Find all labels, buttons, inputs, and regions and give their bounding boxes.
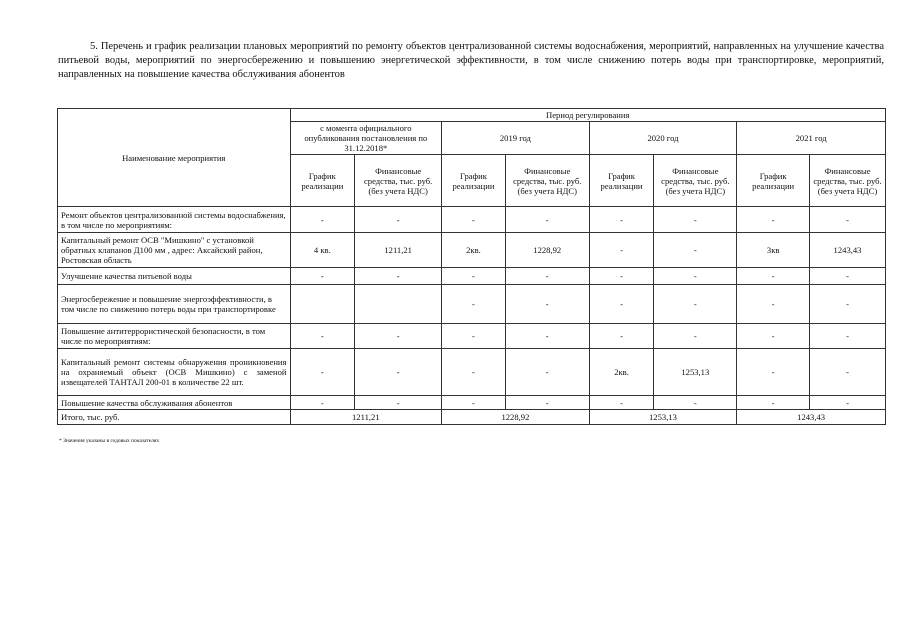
table-cell: -	[442, 349, 506, 396]
period-2018-header: с момента официального опубликования постановления по 31.12.2018*	[290, 122, 442, 155]
row-name: Ремонт объектов централизованной системы водоснабжения, в том числе по мероприятиям:	[58, 207, 291, 233]
table-cell: -	[654, 268, 737, 285]
table-cell: -	[737, 285, 810, 324]
total-label: Итого, тыс. руб.	[58, 410, 291, 425]
period-2021-header: 2021 год	[737, 122, 886, 155]
table-cell: -	[290, 207, 355, 233]
table-cell	[290, 285, 355, 324]
table-cell: -	[810, 285, 886, 324]
table-cell: -	[654, 324, 737, 349]
table-cell: 4 кв.	[290, 233, 355, 268]
table-cell: -	[505, 324, 589, 349]
table-cell: 2кв.	[442, 233, 506, 268]
finance-header: Финансовые средства, тыс. руб. (без учета НДС)	[810, 155, 886, 207]
total-cell: 1253,13	[589, 410, 737, 425]
table-row	[58, 207, 886, 233]
table-cell: -	[654, 285, 737, 324]
table-cell: -	[589, 285, 654, 324]
row-name: Капитальный ремонт ОСВ "Мишкино" с установкой обратных клапанов Д100 мм , адрес: Аксайский район, Ростовская область	[58, 233, 291, 268]
total-cell: 1228,92	[442, 410, 590, 425]
table-cell: -	[290, 268, 355, 285]
table-cell: -	[505, 285, 589, 324]
name-column-header: Наименование мероприятия	[58, 109, 291, 207]
table-cell: -	[290, 349, 355, 396]
period-2020-header: 2020 год	[589, 122, 737, 155]
table-cell: -	[737, 349, 810, 396]
table-cell: 1228,92	[505, 233, 589, 268]
table-cell: -	[654, 207, 737, 233]
table-cell	[355, 285, 442, 324]
table-cell: -	[290, 396, 355, 410]
row-name: Повышение качества обслуживания абонентов	[58, 396, 291, 410]
table-cell: -	[589, 207, 654, 233]
table-cell: -	[355, 268, 442, 285]
table-cell: -	[355, 396, 442, 410]
table-cell: -	[810, 396, 886, 410]
finance-header: Финансовые средства, тыс. руб. (без учета НДС)	[355, 155, 442, 207]
total-cell: 1211,21	[290, 410, 442, 425]
table-cell: -	[737, 396, 810, 410]
table-cell: -	[589, 324, 654, 349]
table-cell: 3кв	[737, 233, 810, 268]
period-header: Период регулирования	[290, 109, 886, 122]
table-cell: -	[290, 324, 355, 349]
finance-header: Финансовые средства, тыс. руб. (без учета НДС)	[654, 155, 737, 207]
table-cell: -	[589, 268, 654, 285]
table-cell: -	[737, 324, 810, 349]
section-heading: 5. Перечень и график реализации плановых мероприятий по ремонту объектов централизованной системы водоснабжения, мероприятий, направленных на улучшение качества питьевой воды, мероприятий по энергосбережению и повышению энергетической эффективности, в том числе снижению потерь воды при транспортировке, мероприятий, направленных на повышение качества обслуживания абонентов	[58, 41, 884, 80]
total-row	[58, 410, 886, 425]
period-2019-header: 2019 год	[442, 122, 590, 155]
table-cell: -	[737, 268, 810, 285]
table-row	[58, 285, 886, 324]
table-row	[58, 233, 886, 268]
row-name: Улучшение качества питьевой воды	[58, 268, 291, 285]
schedule-header: График реализации	[442, 155, 506, 207]
table-cell: -	[355, 349, 442, 396]
table-cell: -	[442, 324, 506, 349]
table-row	[58, 396, 886, 410]
table-row	[58, 268, 886, 285]
table-cell: -	[654, 396, 737, 410]
table-cell: -	[654, 233, 737, 268]
table-cell: -	[355, 207, 442, 233]
table-cell: 1211,21	[355, 233, 442, 268]
plan-table	[57, 108, 886, 425]
table-cell: -	[810, 207, 886, 233]
table-cell: -	[505, 207, 589, 233]
table-cell: -	[505, 349, 589, 396]
table-cell: -	[505, 396, 589, 410]
table-cell: -	[355, 324, 442, 349]
schedule-header: График реализации	[290, 155, 355, 207]
total-cell: 1243,43	[737, 410, 886, 425]
schedule-header: График реализации	[589, 155, 654, 207]
table-cell: -	[589, 396, 654, 410]
table-cell: -	[442, 285, 506, 324]
table-cell: -	[737, 207, 810, 233]
schedule-header: График реализации	[737, 155, 810, 207]
row-name: Повышение антитеррористической безопасности, в том числе по мероприятиям:	[58, 324, 291, 349]
table-cell: -	[442, 207, 506, 233]
table-row	[58, 349, 886, 396]
table-cell: 2кв.	[589, 349, 654, 396]
table-cell: -	[442, 396, 506, 410]
footnote: * Значения указаны в годовых показателях	[59, 438, 160, 444]
table-cell: -	[442, 268, 506, 285]
table-cell: -	[810, 349, 886, 396]
row-name: Энергосбережение и повышение энергоэффективности, в том числе по снижению потерь воды при транспортировке	[58, 285, 291, 324]
table-cell: -	[505, 268, 589, 285]
table-cell: -	[810, 268, 886, 285]
finance-header: Финансовые средства, тыс. руб. (без учета НДС)	[505, 155, 589, 207]
header-row-1	[58, 109, 886, 122]
table-row	[58, 324, 886, 349]
table-cell: -	[810, 324, 886, 349]
table-cell: 1253,13	[654, 349, 737, 396]
table-cell: 1243,43	[810, 233, 886, 268]
row-name: Капитальный ремонт системы обнаружения проникновения на охраняемый объект (ОСВ Мишкино) с заменой извещателей ТАНТАЛ 200-01 в количестве 22 шт.	[58, 349, 291, 396]
table-cell: -	[589, 233, 654, 268]
